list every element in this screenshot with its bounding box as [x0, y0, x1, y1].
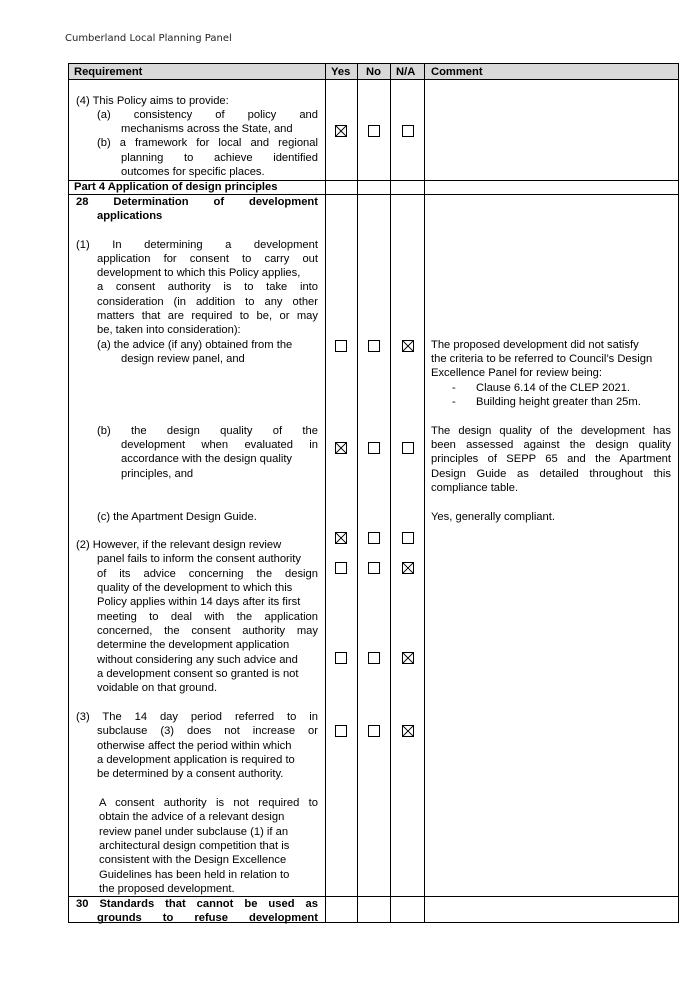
- col-divider-na: [390, 64, 391, 922]
- note-line6: Guidelines has been held in relation to: [99, 869, 290, 881]
- sub3-line2: subclause (3) does not increase or: [97, 725, 318, 737]
- sub1b-line1: (b) the design quality of the: [97, 425, 318, 437]
- na-checkbox[interactable]: [402, 340, 414, 352]
- na-checkbox[interactable]: [402, 562, 414, 574]
- aims-b-line3: outcomes for specific places.: [121, 166, 265, 178]
- compliance-table: [68, 63, 679, 923]
- comment-1a-bullet2: Building height greater than 25m.: [476, 396, 641, 408]
- aims-a-line2: mechanisms across the State, and: [121, 123, 293, 135]
- yes-checkbox[interactable]: [335, 562, 347, 574]
- aims-b-line2: planning to achieve identified: [121, 152, 318, 164]
- yes-checkbox[interactable]: [335, 725, 347, 737]
- sub1-line1: (1) In determining a development: [76, 239, 318, 251]
- no-checkbox[interactable]: [368, 725, 380, 737]
- col-header-comment: Comment: [431, 66, 483, 78]
- sub1a-line2: design review panel, and: [121, 353, 245, 365]
- note-line1: A consent authority is not required to: [99, 797, 318, 809]
- col-header-requirement: Requirement: [74, 66, 143, 78]
- sub3-line4: a development application is required to: [97, 754, 295, 766]
- sub1-line4: a consent authority is to take into: [97, 281, 318, 293]
- sub2-line9: without considering any such advice and: [97, 654, 298, 666]
- sub2-line3: of its advice concerning the design: [97, 568, 318, 580]
- sub1-line3: development to which this Policy applies,: [97, 267, 301, 279]
- comment-1c: Yes, generally compliant.: [431, 511, 555, 523]
- no-checkbox[interactable]: [368, 562, 380, 574]
- yes-checkbox[interactable]: [335, 532, 347, 544]
- note-line3: review panel under subclause (1) if an: [99, 826, 289, 838]
- comment-1b-line1: The design quality of the development has: [431, 425, 671, 437]
- sub1b-line2: development when evaluated in: [121, 439, 318, 451]
- note-line5: consistent with the Design Excellence: [99, 854, 287, 866]
- col-divider-no: [357, 64, 358, 922]
- sub1-line5: consideration (in addition to any other: [97, 296, 318, 308]
- sub2-line2: panel fails to inform the consent authority: [97, 553, 301, 565]
- note-line4: architectural design competition that is: [99, 840, 290, 852]
- comment-1b-line4: Design Guide as detailed throughout this: [431, 468, 671, 480]
- sub2-line5: Policy applies within 14 days after its first: [97, 596, 301, 608]
- col-header-yes: Yes: [331, 66, 351, 78]
- sub1-line6: matters that are required to be, or may: [97, 310, 318, 322]
- note-line2: obtain the advice of a relevant design: [99, 811, 285, 823]
- col-header-no: No: [366, 66, 381, 78]
- comment-1a-line2: the criteria to be referred to Council’s Design: [431, 353, 653, 365]
- sub3-line3: otherwise affect the period within which: [97, 740, 292, 752]
- na-checkbox[interactable]: [402, 442, 414, 454]
- comment-1b-line2: been assessed against the design quality: [431, 439, 671, 451]
- sub3-line5: be determined by a consent authority.: [97, 768, 284, 780]
- no-checkbox[interactable]: [368, 340, 380, 352]
- comment-1b-line5: compliance table.: [431, 482, 519, 494]
- no-checkbox[interactable]: [368, 442, 380, 454]
- sub2-line7: concerned, the consent authority may: [97, 625, 318, 637]
- note-line7: the proposed development.: [99, 883, 235, 895]
- col-divider-comment: [424, 64, 425, 922]
- sub1b-line4: principles, and: [121, 468, 194, 480]
- no-checkbox[interactable]: [368, 532, 380, 544]
- na-checkbox[interactable]: [402, 532, 414, 544]
- clause28-heading-line2: applications: [97, 210, 163, 222]
- aims-a-line1: (a) consistency of policy and: [97, 109, 318, 121]
- sub3-line1: (3) The 14 day period referred to in: [76, 711, 318, 723]
- comment-1a-line1: The proposed development did not satisfy: [431, 339, 639, 351]
- yes-checkbox[interactable]: [335, 340, 347, 352]
- sub2-line8: determine the development application: [97, 639, 290, 651]
- na-checkbox[interactable]: [402, 652, 414, 664]
- comment-1a-bullet1: Clause 6.14 of the CLEP 2021.: [476, 382, 631, 394]
- clause28-heading-line1: 28 Determination of development: [76, 196, 318, 208]
- sub2-line1: (2) However, if the relevant design review: [76, 539, 282, 551]
- part4-heading: Part 4 Application of design principles: [74, 181, 278, 193]
- yes-checkbox[interactable]: [335, 652, 347, 664]
- bullet-mark-2: -: [452, 396, 456, 408]
- sub1c-text: (c) the Apartment Design Guide.: [97, 511, 257, 523]
- aims-b-line1: (b) a framework for local and regional: [97, 137, 318, 149]
- sub2-line10: a development consent so granted is not: [97, 668, 299, 680]
- page-header: Cumberland Local Planning Panel: [65, 33, 232, 44]
- col-divider-yes: [325, 64, 326, 922]
- comment-1b-line3: principles of SEPP 65 and the Apartment: [431, 453, 671, 465]
- sub1a-line1: (a) the advice (if any) obtained from the: [97, 339, 293, 351]
- yes-checkbox[interactable]: [335, 442, 347, 454]
- no-checkbox[interactable]: [368, 652, 380, 664]
- aims-intro: (4) This Policy aims to provide:: [76, 95, 229, 107]
- na-checkbox[interactable]: [402, 725, 414, 737]
- sub2-line6: meeting to deal with the application: [97, 611, 318, 623]
- clause30-heading-line2: grounds to refuse development: [97, 912, 318, 924]
- sub1-line2: application for consent to carry out: [97, 253, 318, 265]
- sub1-line7: be, taken into consideration):: [97, 324, 241, 336]
- no-checkbox[interactable]: [368, 125, 380, 137]
- sub2-line11: voidable on that ground.: [97, 682, 218, 694]
- comment-1a-line3: Excellence Panel for review being:: [431, 367, 603, 379]
- sub1b-line3: accordance with the design quality: [121, 453, 293, 465]
- clause30-heading-line1: 30 Standards that cannot be used as: [76, 898, 318, 910]
- bullet-mark-1: -: [452, 382, 456, 394]
- sub2-line4: quality of the development to which this: [97, 582, 293, 594]
- na-checkbox[interactable]: [402, 125, 414, 137]
- col-header-na: N/A: [396, 66, 416, 78]
- yes-checkbox[interactable]: [335, 125, 347, 137]
